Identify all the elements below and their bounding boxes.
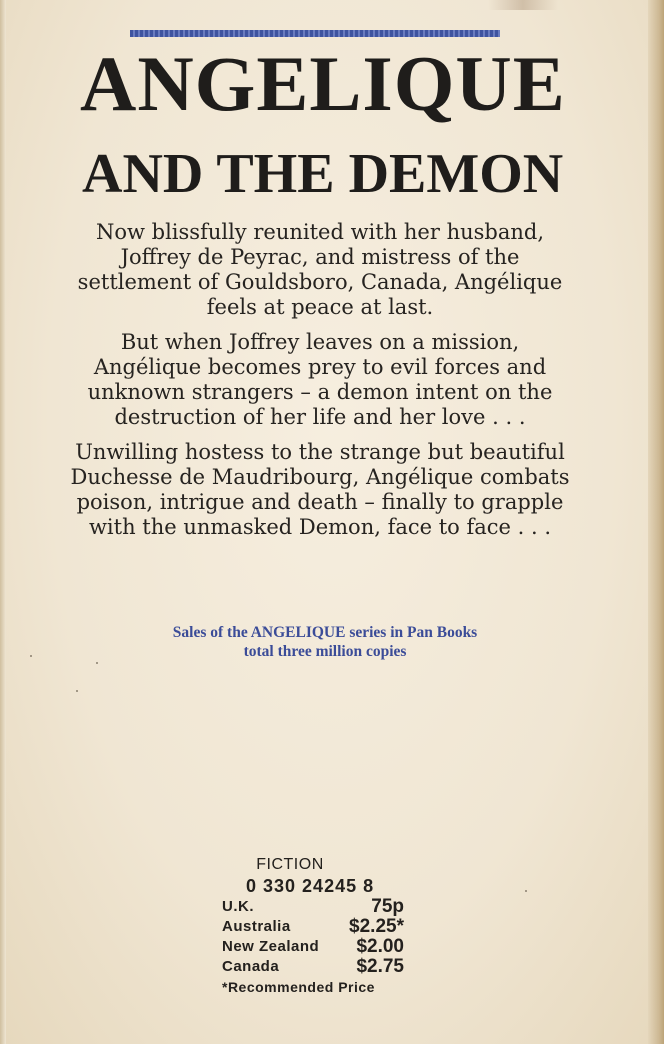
paper-speck: [525, 890, 527, 892]
price-row: [222, 917, 404, 937]
paper-speck: [30, 655, 32, 657]
price-value: $2.75: [356, 956, 404, 977]
blurb-paragraph: Unwilling hostess to the strange but beautiful Duchesse de Maudribourg, Angélique combats poison, intrigue and death – finally to grapple with the unmasked Demon, face to face . . .: [70, 440, 570, 539]
paper-speck: [96, 662, 98, 664]
sales-note-line: Sales of the ANGELIQUE series in Pan Books: [172, 624, 478, 641]
price-value: 75p: [371, 896, 404, 917]
book-subtitle: AND THE DEMON: [82, 143, 564, 205]
price-row: [222, 937, 404, 957]
blurb-paragraph: Now blissfully reunited with her husband, Joffrey de Peyrac, and mistress of the settlement of Gouldsboro, Canada, Angélique feels at peace at last.: [77, 220, 563, 319]
price-row: [222, 957, 404, 977]
blurb-paragraph: But when Joffrey leaves on a mission, Angélique becomes prey to evil forces and unknown strangers – a demon intent on the destruction of her life and her love . . .: [87, 330, 553, 429]
price-region: Canada: [222, 958, 280, 975]
isbn-number: 0 330 24245 8: [246, 876, 375, 896]
price-block: [222, 855, 422, 997]
book-title: ANGELIQUE: [80, 40, 566, 127]
paper-speck: [76, 690, 78, 692]
price-region: U.K.: [222, 898, 254, 915]
price-value: $2.00: [356, 936, 404, 957]
price-footnote: *Recommended Price: [222, 979, 375, 995]
price-row: [222, 897, 404, 917]
price-value: $2.25*: [349, 916, 404, 937]
cover-left-edge: [0, 0, 6, 1044]
blurb: [70, 220, 570, 550]
price-region: Australia: [222, 918, 291, 935]
price-region: New Zealand: [222, 938, 320, 955]
top-stain: [488, 0, 558, 10]
sales-note-line: total three million copies: [243, 643, 407, 660]
sales-note: [70, 623, 580, 661]
cover-spine-edge: [648, 0, 664, 1044]
genre-label: FICTION: [256, 856, 324, 873]
